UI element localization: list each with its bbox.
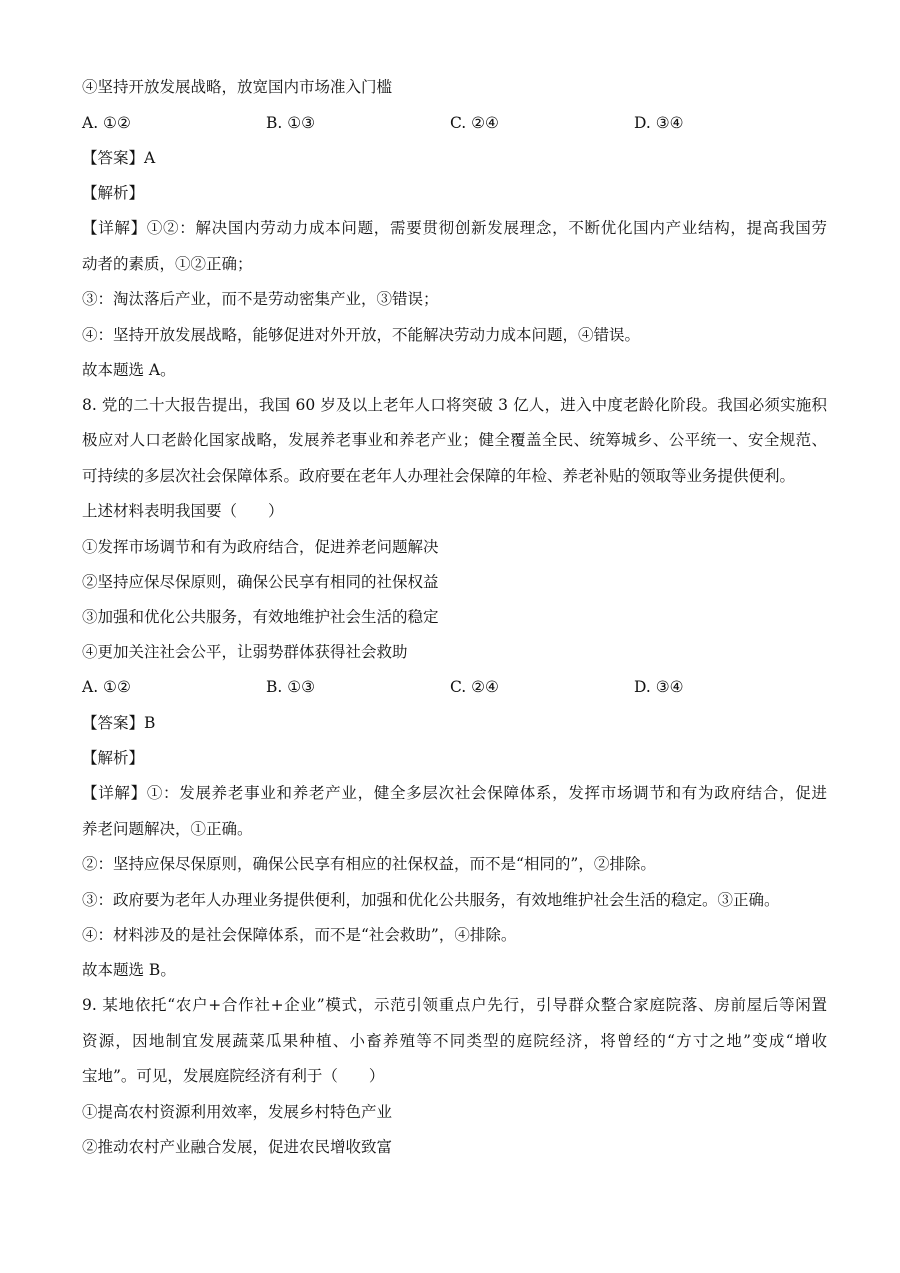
q8-detail-line-2: 养老问题解决，①正确。 [82, 820, 253, 838]
q9-option-1: ①提高农村资源利用效率，发展乡村特色产业 [82, 1103, 393, 1121]
q7-analysis-heading: 【解析】 [82, 184, 145, 202]
q7-choice-b: B. ①③ [266, 114, 316, 132]
q7-detail-line-2: 动者的素质，①②正确； [82, 255, 253, 273]
q8-answer: 【答案】B [82, 714, 156, 732]
q8-option-3: ③加强和优化公共服务，有效地维护社会生活的稳定 [82, 608, 439, 626]
q8-detail-line-5: ④：材料涉及的是社会保障体系，而不是“社会救助”，④排除。 [82, 926, 517, 944]
q7-choice-a: A. ①② [82, 114, 131, 132]
q8-detail-line-1: 【详解】①：发展养老事业和养老产业，健全多层次社会保障体系，发挥市场调节和有为政府结合，促进 [82, 784, 827, 802]
q8-detail-line-4: ③：政府要为老年人办理业务提供便利，加强和优化公共服务，有效地维护社会生活的稳定。③正确。 [82, 891, 780, 909]
q8-analysis-heading: 【解析】 [82, 749, 145, 767]
q8-choice-b: B. ①③ [266, 678, 316, 696]
q7-conclusion: 故本题选 A。 [82, 361, 176, 379]
q8-option-2: ②坚持应保尽保原则，确保公民享有相同的社保权益 [82, 573, 439, 591]
q9-option-2: ②推动农村产业融合发展，促进农民增收致富 [82, 1138, 393, 1156]
q8-option-4: ④更加关注社会公平，让弱势群体获得社会救助 [82, 643, 408, 661]
q8-choice-c: C. ②④ [450, 678, 499, 696]
q8-stem-line-4: 上述材料表明我国要（ ） [82, 502, 284, 520]
q8-stem-line-1: 8. 党的二十大报告提出，我国 60 岁及以上老年人口将突破 3 亿人，进入中度老龄化阶段。我国必须实施积 [82, 396, 827, 414]
q8-detail-line-3: ②：坚持应保尽保原则，确保公民享有相应的社保权益，而不是“相同的”，②排除。 [82, 855, 656, 873]
q7-answer: 【答案】A [82, 149, 156, 167]
q8-option-1: ①发挥市场调节和有为政府结合，促进养老问题解决 [82, 538, 439, 556]
q7-choice-c: C. ②④ [450, 114, 499, 132]
q7-choice-d: D. ③④ [634, 114, 684, 132]
q8-choice-d: D. ③④ [634, 678, 684, 696]
q7-option-4: ④坚持开放发展战略，放宽国内市场准入门槛 [82, 78, 393, 96]
q8-stem-line-2: 极应对人口老龄化国家战略，发展养老事业和养老产业；健全覆盖全民、统筹城乡、公平统一、安全规范、 [82, 431, 827, 449]
q7-detail-line-3: ③：淘汰落后产业，而不是劳动密集产业，③错误； [82, 290, 439, 308]
q8-choice-a: A. ①② [82, 678, 131, 696]
q7-detail-line-1: 【详解】①②：解决国内劳动力成本问题，需要贯彻创新发展理念，不断优化国内产业结构，提高我国劳 [82, 219, 827, 237]
q7-detail-line-4: ④：坚持开放发展战略，能够促进对外开放，不能解决劳动力成本问题，④错误。 [82, 326, 641, 344]
q9-stem-line-1: 9. 某地依托“农户+合作社+企业”模式，示范引领重点户先行，引导群众整合家庭院落、房前屋后等闲置 [82, 996, 827, 1014]
q9-stem-line-3: 宝地”。可见，发展庭院经济有利于（ ） [82, 1067, 385, 1085]
q9-stem-line-2: 资源，因地制宜发展蔬菜瓜果种植、小畜养殖等不同类型的庭院经济，将曾经的“方寸之地”变成“增收 [82, 1032, 827, 1050]
q8-conclusion: 故本题选 B。 [82, 961, 176, 979]
q8-stem-line-3: 可持续的多层次社会保障体系。政府要在老年人办理社会保障的年检、养老补贴的领取等业务提供便利。 [82, 467, 796, 485]
